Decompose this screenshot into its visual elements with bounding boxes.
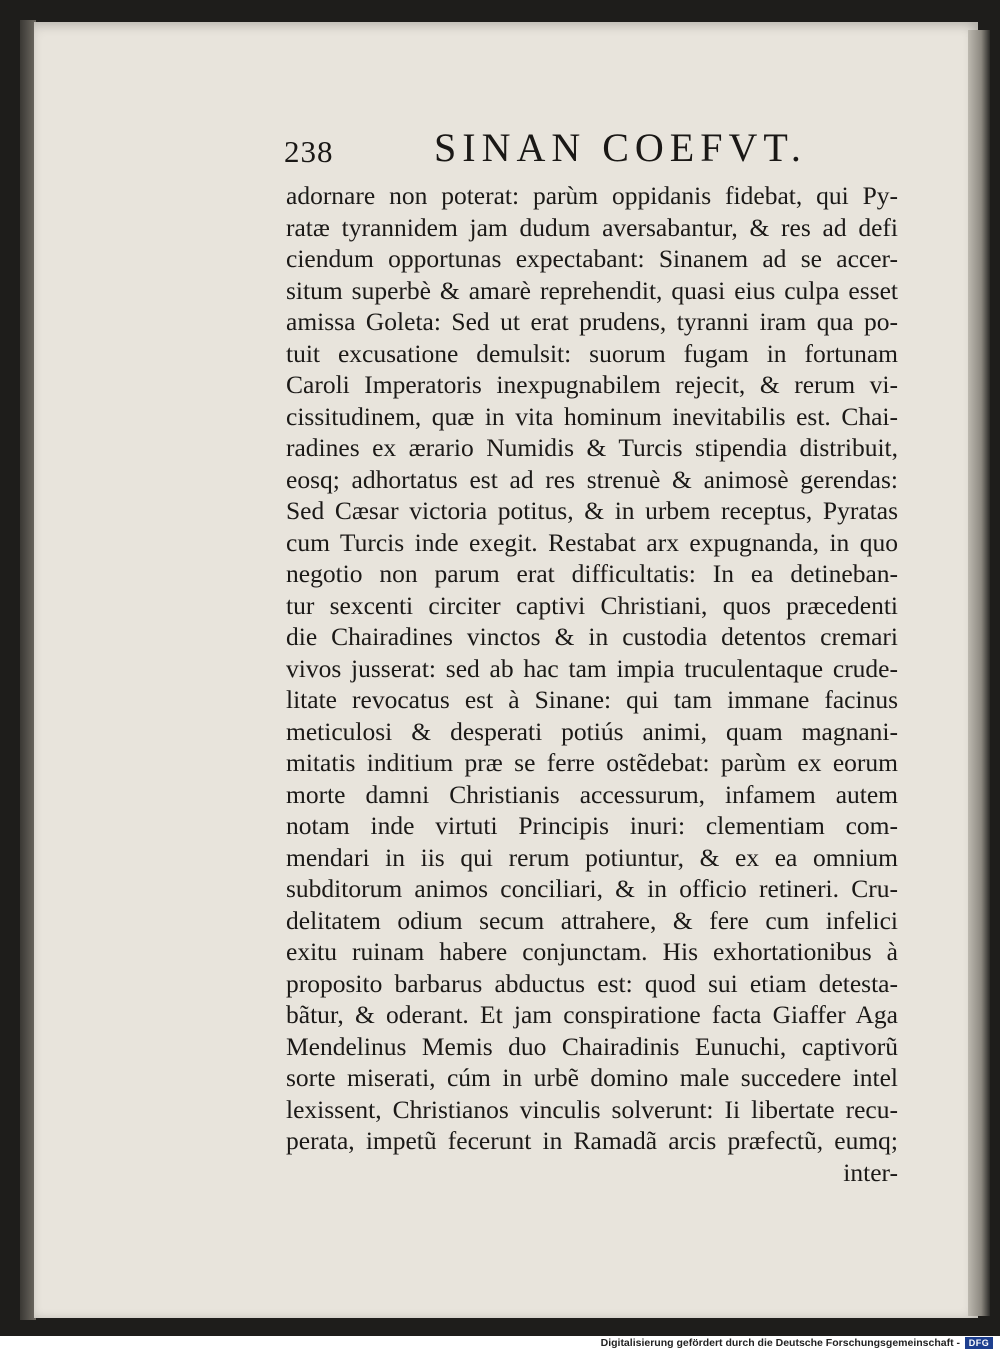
text-line: amissa Goleta: Sed ut erat prudens, tyranni iram qua po- [286, 307, 898, 336]
text-line: mendari in iis qui rerum potiuntur, & ex ea omnium [286, 842, 898, 872]
text-line: perata, impetũ fecerunt in Ramadã arcis præfectũ, eumq; [286, 1126, 898, 1155]
text-line: proposito barbarus abductus est: quod sui etiam detesta- [286, 968, 898, 998]
text-line: Caroli Imperatoris inexpugnabilem rejecit, & rerum vi- [286, 370, 898, 399]
text-line: ciendum opportunas expectabant: Sinanem ad se accer- [286, 244, 898, 273]
text-line: Sed Cæsar victoria potitus, & in urbem receptus, Pyratas [286, 496, 898, 525]
text-line: tur sexcenti circiter captivi Christiani, quos præcedenti [286, 590, 898, 620]
text-line: morte damni Christianis accessurum, infamem autem [286, 779, 898, 809]
running-title: SINAN COEFVT. [434, 125, 807, 170]
text-line: cissitudinem, quæ in vita hominum inevitabilis est. Chai- [286, 401, 898, 431]
text-line: situm superbè & amarè reprehendit, quasi eius culpa esset [286, 275, 898, 305]
text-line: tuit excusatione demulsit: suorum fugam in fortunam [286, 338, 898, 368]
text-line: negotio non parum erat difficultatis: In ea detineban- [286, 559, 898, 588]
text-line: inter- [843, 1157, 898, 1187]
text-line: cum Turcis inde exegit. Restabat arx expugnanda, in quo [286, 527, 898, 557]
text-line: mitatis inditium præ se ferre ostẽdebat: parùm ex eorum [286, 748, 898, 777]
text-line: exitu ruinam habere conjunctam. His exhortationibus à [286, 937, 898, 966]
text-line: adornare non poterat: parùm oppidanis fidebat, qui Py- [286, 181, 898, 210]
text-line: subditorum animos conciliari, & in officio retineri. Cru- [286, 874, 898, 903]
text-line: meticulosi & desperati potiús animi, quam magnani- [286, 716, 898, 746]
text-line: radines ex ærario Numidis & Turcis stipendia distribuit, [286, 433, 898, 462]
text-line: sorte miserati, cúm in urbẽ domino male succedere intel [286, 1063, 898, 1092]
text-line: die Chairadines vinctos & in custodia detentos cremari [286, 622, 898, 651]
dfg-logo: DFG [965, 1337, 993, 1349]
text-line: Mendelinus Memis duo Chairadinis Eunuchi, captivorũ [286, 1031, 898, 1061]
text-line: lexissent, Christianos vinculis solverunt: Ii libertate recu- [286, 1094, 898, 1124]
text-line: vivos jusserat: sed ab hac tam impia truculentaque crude- [286, 653, 898, 683]
body-text [286, 180, 898, 1188]
text-line: eosq; adhortatus est ad res strenuè & animosè gerendas: [286, 464, 898, 494]
text-line: delitatem odium secum attrahere, & fere cum infelici [286, 905, 898, 935]
text-line: litate revocatus est à Sinane: qui tam immane facinus [286, 685, 898, 714]
funding-credit: Digitalisierung gefördert durch die Deutsche Forschungsgemeinschaft - [600, 1337, 960, 1349]
page-number: 238 [284, 134, 334, 169]
text-line: bãtur, & oderant. Et jam conspiratione facta Giaffer Aga [286, 1000, 898, 1029]
page-header [284, 124, 904, 174]
page-edge [968, 30, 990, 1316]
text-line: notam inde virtuti Principis inuri: clementiam com- [286, 811, 898, 840]
text-line: ratæ tyrannidem jam dudum aversabantur, & res ad defi [286, 212, 898, 242]
